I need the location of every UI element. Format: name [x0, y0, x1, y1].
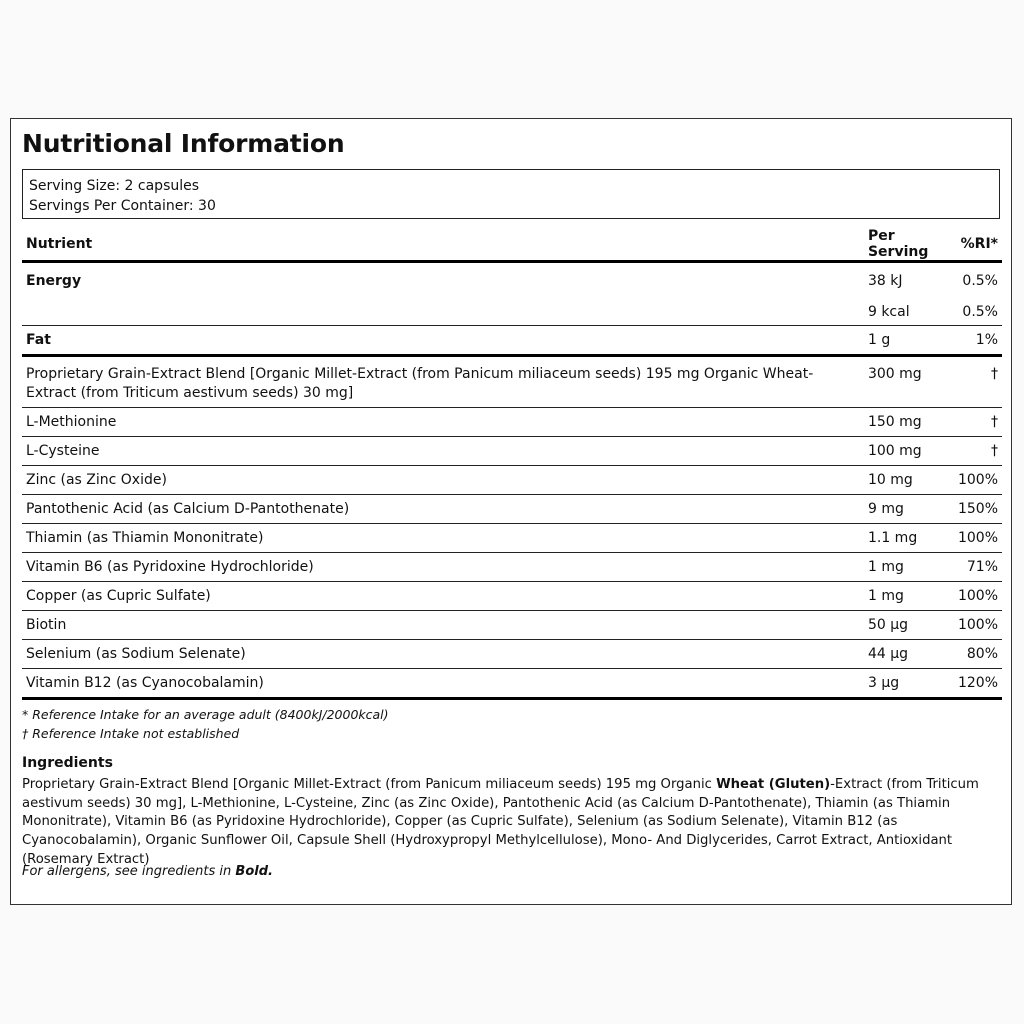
- servings-per-container: Servings Per Container: 30: [29, 198, 216, 214]
- nutrient-ri: 150%: [954, 495, 1002, 524]
- ingredients-text-after: -Extract (from Triticum aestivum seeds) 30 mg], L-Methionine, L-Cysteine, Zinc (as Zinc Oxide), Pantothenic Acid (as Calcium D-Pantothenate), Thiamin (as Thiamin Mononitrate), Vitamin B6 (as Pyridoxine Hydrochloride), Copper (as Cupric Sulfate), Selenium (as Sodium Selenate), Vitamin B12 (as Cyanocobalamin), Organic Sunflower Oil, Capsule Shell (Hydroxypropyl Methylcellulose), Mono- And Diglycerides, Carrot Extract, Antioxidant (Rosemary Extract): [22, 777, 979, 867]
- energy-kcal-ri: 0.5%: [962, 304, 998, 320]
- nutrient-ri: 100%: [954, 582, 1002, 611]
- energy-row-kj: [22, 262, 1002, 300]
- allergen-note-text: For allergens, see ingredients in: [22, 864, 236, 879]
- table-row: [22, 495, 1002, 524]
- fat-amount: 1 g: [864, 326, 954, 356]
- nutrient-label: Zinc (as Zinc Oxide): [22, 466, 864, 495]
- table-row: [22, 524, 1002, 553]
- nutrient-label: Copper (as Cupric Sulfate): [22, 582, 864, 611]
- nutrient-amount: 1 mg: [864, 582, 954, 611]
- energy-label: Energy: [26, 273, 82, 289]
- allergen-note: [22, 864, 273, 879]
- fat-row: [22, 326, 1002, 356]
- blend-row: [22, 356, 1002, 408]
- table-row: [22, 553, 1002, 582]
- page-title: Nutritional Information: [22, 129, 345, 158]
- nutrient-ri: 100%: [954, 611, 1002, 640]
- table-row: [22, 640, 1002, 669]
- nutrient-amount: 1 mg: [864, 553, 954, 582]
- ri-footnote: * Reference Intake for an average adult (8400kJ/2000kcal): [22, 707, 389, 722]
- energy-row-kcal: [22, 299, 1002, 326]
- nutrient-amount: 3 µg: [864, 669, 954, 699]
- table-row: [22, 466, 1002, 495]
- ingredients-allergen: Wheat (Gluten): [716, 777, 831, 792]
- nutrient-ri: †: [954, 437, 1002, 466]
- table-row: [22, 611, 1002, 640]
- blend-label: Proprietary Grain-Extract Blend [Organic Millet-Extract (from Panicum miliaceum seeds) 195 mg Organic Wheat-Extract (from Triticum aestivum seeds) 30 mg]: [22, 356, 864, 408]
- nutrient-amount: 150 mg: [864, 408, 954, 437]
- ingredients-text-before: Proprietary Grain-Extract Blend [Organic Millet-Extract (from Panicum miliaceum seeds) 195 mg Organic: [22, 777, 717, 792]
- nutrient-label: Biotin: [22, 611, 864, 640]
- nutrient-ri: †: [954, 408, 1002, 437]
- nutrient-label: Thiamin (as Thiamin Mononitrate): [22, 524, 864, 553]
- nutrient-label: L-Methionine: [22, 408, 864, 437]
- nutrient-label: L-Cysteine: [22, 437, 864, 466]
- nutrient-amount: 100 mg: [864, 437, 954, 466]
- nutrient-amount: 9 mg: [864, 495, 954, 524]
- header-per-serving: Per Serving: [864, 228, 954, 262]
- footnotes: [22, 705, 389, 743]
- nutrient-amount: 1.1 mg: [864, 524, 954, 553]
- blend-amount: 300 mg: [864, 356, 954, 408]
- nutrient-ri: 100%: [954, 466, 1002, 495]
- nutrient-amount: 50 µg: [864, 611, 954, 640]
- table-row: [22, 669, 1002, 699]
- nutrient-amount: 44 µg: [864, 640, 954, 669]
- table-row: [22, 408, 1002, 437]
- nutrient-amount: 10 mg: [864, 466, 954, 495]
- nutrient-label: Vitamin B6 (as Pyridoxine Hydrochloride): [22, 553, 864, 582]
- fat-ri: 1%: [954, 326, 1002, 356]
- nutrient-table: [22, 228, 1002, 700]
- fat-label: Fat: [22, 326, 864, 356]
- nutrition-panel: [10, 118, 1012, 905]
- energy-kj-ri: 0.5%: [962, 273, 998, 289]
- header-ri: %RI*: [954, 228, 1002, 262]
- nutrient-ri: 71%: [954, 553, 1002, 582]
- allergen-note-bold: Bold.: [235, 864, 273, 879]
- ingredients-title: Ingredients: [22, 755, 113, 771]
- energy-kcal: 9 kcal: [867, 304, 910, 320]
- nutrient-label: Vitamin B12 (as Cyanocobalamin): [22, 669, 864, 699]
- serving-size: Serving Size: 2 capsules: [29, 178, 200, 194]
- nutrient-label: Selenium (as Sodium Selenate): [22, 640, 864, 669]
- serving-info-box: [22, 169, 1000, 219]
- nutrient-ri: 120%: [954, 669, 1002, 699]
- dagger-footnote: † Reference Intake not established: [22, 726, 240, 741]
- energy-kj: 38 kJ: [867, 273, 903, 289]
- table-row: [22, 582, 1002, 611]
- header-nutrient: Nutrient: [22, 228, 864, 262]
- nutrient-ri: 80%: [954, 640, 1002, 669]
- energy-kcal-spacer: [22, 299, 864, 326]
- nutrient-ri: 100%: [954, 524, 1002, 553]
- nutrient-label: Pantothenic Acid (as Calcium D-Pantothenate): [22, 495, 864, 524]
- blend-ri: †: [954, 356, 1002, 408]
- table-row: [22, 437, 1002, 466]
- ingredients-text: [22, 776, 1000, 870]
- table-header-row: [22, 228, 1002, 262]
